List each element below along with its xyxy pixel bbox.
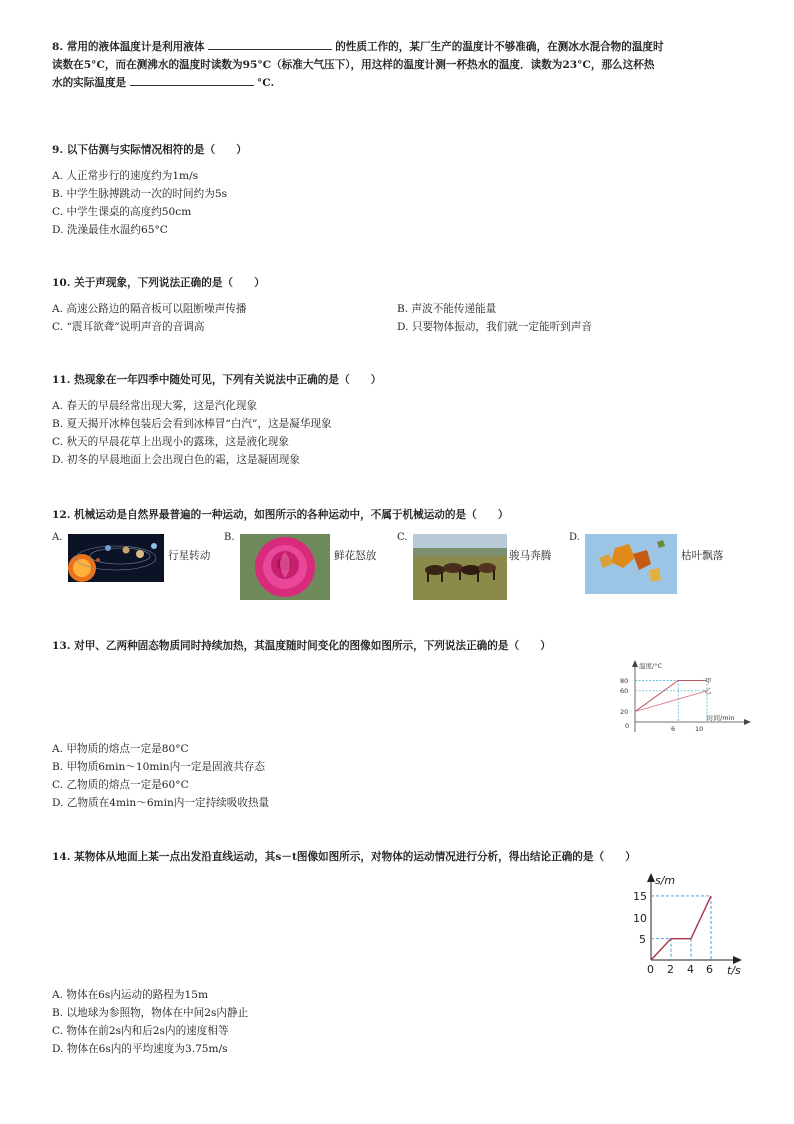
question-11: [52, 371, 752, 469]
q14-option-d[interactable]: D. 物体在6s内的平均速度为3.75m/s: [52, 1043, 228, 1055]
q12-option-b-label: B.: [224, 532, 235, 543]
chart13-xlabel: 时间/min: [707, 714, 735, 722]
chart14-xtick-4: 4: [687, 963, 694, 976]
question-14: [52, 848, 752, 866]
chart14-xlabel: t/s: [727, 964, 741, 977]
q11-option-c[interactable]: C. 秋天的早晨花草上出现小的露珠，这是液化现象: [52, 436, 289, 448]
chart13-xtick-10: 10: [695, 725, 704, 733]
chart14-xtick-6: 6: [706, 963, 713, 976]
solar-system-image: [68, 534, 164, 582]
q10-stem: 10. 关于声现象，下列说法正确的是（ ）: [52, 277, 265, 289]
q12-stem: 12. 机械运动是自然界最普遍的一种运动，如图所示的各种运动中，不属于机械运动的是（ ）: [52, 509, 509, 521]
chart13-series-0: [635, 680, 707, 711]
distance-time-chart: [625, 868, 775, 980]
chart13-ytick-20: 20: [620, 708, 629, 716]
question-10: [52, 274, 752, 336]
q12-option-c-caption: 骏马奔腾: [509, 550, 552, 562]
q13-options: [52, 740, 752, 812]
q10-option-d[interactable]: D. 只要物体振动，我们就一定能听到声音: [397, 321, 592, 333]
chart13-ytick-60: 60: [620, 687, 629, 695]
chart14-ytick-15: 15: [633, 890, 647, 903]
chart13-xtick-6: 6: [671, 725, 676, 733]
q13-stem: 13. 对甲、乙两种固态物质同时持续加热，其温度随时间变化的图像如图所示，下列说法正确的是（ ）: [52, 640, 551, 652]
q12-option-d-caption: 枯叶飘落: [681, 550, 724, 562]
q12-options: [52, 532, 752, 602]
chart13-label-yi: 乙: [705, 687, 712, 695]
q11-option-d[interactable]: D. 初冬的早晨地面上会出现白色的霜，这是凝固现象: [52, 454, 300, 466]
q13-option-a[interactable]: A. 甲物质的熔点一定是80°C: [52, 743, 189, 755]
question-8: [52, 38, 752, 92]
q12-option-a-caption: 行星转动: [168, 550, 211, 562]
rose-image: [240, 534, 330, 600]
chart13-ytick-80: 80: [620, 677, 629, 685]
q10-option-c[interactable]: C. “震耳欲聋”说明声音的音调高: [52, 321, 205, 333]
question-13: [52, 637, 752, 655]
q8-text-2: 的性质工作的，某厂生产的温度计不够准确，在测冰水混合物的温度时: [335, 41, 664, 53]
chart14-ytick-5: 5: [639, 933, 646, 946]
chart13-x-arrow: [744, 719, 751, 725]
q10-option-a[interactable]: A. 高速公路边的隔音板可以阻断噪声传播: [52, 303, 247, 315]
q8-line-2: 读数在5°C，而在测沸水的温度时读数为95°C（标准大气压下），用这样的温度计测一杯热水的温度．读数为23°C，那么这杯热: [52, 59, 655, 71]
chart14-series-line: [651, 896, 711, 960]
q12-option-b-caption: 鲜花怒放: [334, 550, 377, 562]
q8-line-3b: °C.: [256, 77, 275, 89]
chart13-y-arrow: [632, 660, 638, 667]
chart14-x-arrow: [733, 956, 742, 964]
q12-option-a-label: A.: [52, 532, 63, 543]
q12-option-d-label: D.: [569, 532, 580, 543]
q8-line-3a: 水的实际温度是: [52, 77, 127, 89]
chart14-ylabel: s/m: [655, 874, 676, 887]
q10-option-b[interactable]: B. 声波不能传递能量: [397, 303, 497, 315]
q12-option-c-label: C.: [397, 532, 408, 543]
chart14-xtick-2: 2: [667, 963, 674, 976]
chart13-series-1: [635, 691, 707, 712]
q9-option-c[interactable]: C. 中学生课桌的高度约50cm: [52, 206, 192, 218]
horses-image: [413, 534, 507, 600]
q14-option-a[interactable]: A. 物体在6s内运动的路程为15m: [52, 989, 209, 1001]
q14-option-c[interactable]: C. 物体在前2s内和后2s内的速度相等: [52, 1025, 229, 1037]
q8-text-1: 8. 常用的液体温度计是利用液体: [52, 41, 205, 53]
q9-stem: 9. 以下估测与实际情况相符的是（ ）: [52, 144, 247, 156]
chart14-y-arrow: [647, 873, 655, 882]
q11-option-b[interactable]: B. 夏天揭开冰棒包装后会看到冰棒冒“白汽”，这是凝华现象: [52, 418, 332, 430]
falling-leaves-image: [585, 534, 677, 594]
chart13-ylabel: 温度/°C: [639, 662, 662, 670]
question-12: [52, 506, 752, 524]
chart14-ytick-10: 10: [633, 912, 647, 925]
chart14-xtick-0: 0: [647, 963, 654, 976]
chart13-ytick-0: 0: [625, 722, 630, 730]
q9-option-a[interactable]: A. 人正常步行的速度约为1m/s: [52, 170, 199, 182]
q13-option-b[interactable]: B. 甲物质6min～10min内一定是固液共存态: [52, 761, 265, 773]
question-9: [52, 141, 752, 239]
q14-option-b[interactable]: B. 以地球为参照物，物体在中间2s内静止: [52, 1007, 249, 1019]
q11-option-a[interactable]: A. 春天的早晨经常出现大雾，这是汽化现象: [52, 400, 258, 412]
temperature-time-chart: [615, 656, 765, 736]
q8-blank-1[interactable]: [208, 38, 332, 50]
q9-option-d[interactable]: D. 洗澡最佳水温约65°C: [52, 224, 168, 236]
q14-stem: 14. 某物体从地面上某一点出发沿直线运动，其s－t图像如图所示，对物体的运动情况进行分析，得出结论正确的是（ ）: [52, 851, 636, 863]
q8-blank-2[interactable]: [130, 74, 254, 86]
q14-options: [52, 986, 752, 1058]
q13-option-d[interactable]: D. 乙物质在4min～6min内一定持续吸收热量: [52, 797, 270, 809]
q13-option-c[interactable]: C. 乙物质的熔点一定是60°C: [52, 779, 189, 791]
chart13-label-jia: 甲: [705, 677, 712, 685]
q9-option-b[interactable]: B. 中学生脉搏跳动一次的时间约为5s: [52, 188, 228, 200]
q11-stem: 11. 热现象在一年四季中随处可见，下列有关说法中正确的是（ ）: [52, 374, 382, 386]
